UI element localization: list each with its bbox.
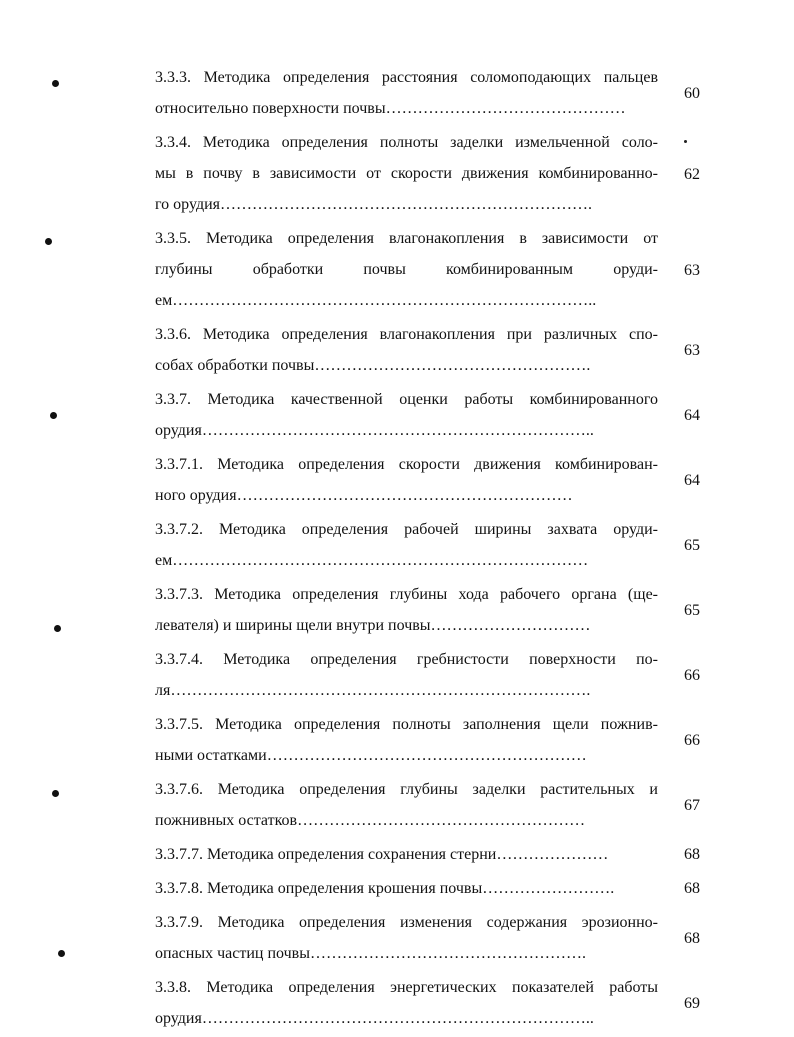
toc-entry	[155, 644, 700, 706]
toc-entry-line: 3.3.7.2. Методика определения рабочей ширины захвата оруди-	[155, 521, 658, 538]
toc-entry	[155, 709, 700, 771]
toc-entry	[155, 873, 700, 904]
toc-entry-line: левателя) и ширины щели внутри почвы…………………………	[155, 617, 591, 634]
toc-entry-line: го орудия…………………………………………………………….	[155, 196, 593, 213]
toc-entry-line: ля…………………………………………………………………….	[155, 682, 591, 699]
toc-entry-text	[155, 839, 658, 870]
toc-entry-line: 3.3.7.7. Методика определения сохранения стерни…………………	[155, 846, 609, 863]
toc-entry	[155, 319, 700, 381]
toc-page-number: 60	[684, 85, 700, 102]
toc-page-number: 68	[684, 846, 700, 863]
toc-entry-line: орудия………………………………………………………………..	[155, 422, 594, 439]
toc-entry-line: 3.3.5. Методика определения влагонакопления в зависимости от	[155, 230, 658, 247]
toc-entry-line: ными остатками……………………………………………………	[155, 747, 587, 764]
toc-entry-line: 3.3.8. Методика определения энергетических показателей работы	[155, 979, 658, 996]
toc-entry-text	[155, 644, 658, 706]
toc-entry	[155, 62, 700, 124]
margin-dot	[58, 950, 65, 957]
toc-entry-line: 3.3.7.5. Методика определения полноты заполнения щели пожнив-	[155, 716, 658, 733]
toc-entry-line: 3.3.7.9. Методика определения изменения содержания эрозионно-	[155, 914, 658, 931]
toc-entry-line: орудия………………………………………………………………..	[155, 1010, 594, 1027]
toc-entry	[155, 514, 700, 576]
toc-entry-line: относительно поверхности почвы………………………………………	[155, 100, 626, 117]
toc-entry-text	[155, 449, 658, 511]
toc-entry-text	[155, 774, 658, 836]
toc-entry	[155, 223, 700, 316]
toc-entry	[155, 579, 700, 641]
toc-entry-line: 3.3.7.8. Методика определения крошения почвы…………………….	[155, 880, 615, 897]
toc-entry	[155, 907, 700, 969]
toc-entry-line: мы в почву в зависимости от скорости движения комбинированно-	[155, 165, 658, 182]
margin-dot	[50, 412, 57, 419]
toc-page-number: 63	[684, 342, 700, 359]
toc-entry-line: собах обработки почвы…………………………………………….	[155, 357, 591, 374]
toc-entry-text	[155, 319, 658, 381]
toc-entry-line: опасных частиц почвы…………………………………………….	[155, 945, 586, 962]
toc-page-number: 67	[684, 797, 700, 814]
toc-entry-text	[155, 873, 658, 904]
margin-dot	[52, 80, 59, 87]
toc-entry-text	[155, 223, 658, 316]
toc-entry	[155, 774, 700, 836]
toc-page-number: 63	[684, 261, 700, 279]
toc-entry-line: 3.3.7.4. Методика определения гребнистости поверхности по-	[155, 651, 658, 668]
toc-page-number: 69	[684, 995, 700, 1012]
toc-entry-line: пожнивных остатков………………………………………………	[155, 812, 586, 829]
toc-entry-text	[155, 384, 658, 446]
toc-entry	[155, 384, 700, 446]
margin-dot	[52, 790, 59, 797]
toc-page-number: 65	[684, 537, 700, 554]
toc-entry-line: ем……………………………………………………………………	[155, 552, 589, 569]
toc-entry	[155, 449, 700, 511]
toc-entry-line: глубины обработки почвы комбинированным оруди-	[155, 261, 658, 278]
toc-page-number: 66	[684, 732, 700, 749]
margin-dot	[45, 238, 52, 245]
toc-page-number: 62	[684, 165, 700, 183]
margin-dot	[54, 625, 61, 632]
toc-page-number: 64	[684, 472, 700, 489]
toc-entry-text	[155, 579, 658, 641]
toc-entry	[155, 127, 700, 220]
toc-entry	[155, 839, 700, 870]
toc-entry-text	[155, 907, 658, 969]
table-of-contents	[155, 62, 700, 1037]
toc-entry-text	[155, 514, 658, 576]
toc-page-number: 68	[684, 880, 700, 897]
toc-entry-line: 3.3.4. Методика определения полноты заделки измельченной соло-	[155, 134, 658, 151]
toc-entry-line: 3.3.7.3. Методика определения глубины хода рабочего органа (ще-	[155, 586, 658, 603]
toc-entry-text	[155, 127, 658, 220]
toc-page-number: 66	[684, 667, 700, 684]
toc-page-number: 65	[684, 602, 700, 619]
toc-page-number: 68	[684, 930, 700, 947]
toc-entry-line: ного орудия………………………………………………………	[155, 487, 573, 504]
toc-entry-line: 3.3.3. Методика определения расстояния соломоподающих пальцев	[155, 69, 658, 86]
toc-entry-line: 3.3.6. Методика определения влагонакопления при различных спо-	[155, 326, 658, 343]
toc-entry-line: 3.3.7.1. Методика определения скорости движения комбинирован-	[155, 456, 658, 473]
toc-entry-line: 3.3.7.6. Методика определения глубины заделки растительных и	[155, 781, 658, 798]
toc-page-number: 64	[684, 407, 700, 424]
toc-entry-line: ем……………………………………………………………………..	[155, 292, 597, 309]
toc-entry-line: 3.3.7. Методика качественной оценки работы комбинированного	[155, 391, 658, 408]
toc-entry-text	[155, 709, 658, 771]
toc-entry-text	[155, 62, 658, 124]
